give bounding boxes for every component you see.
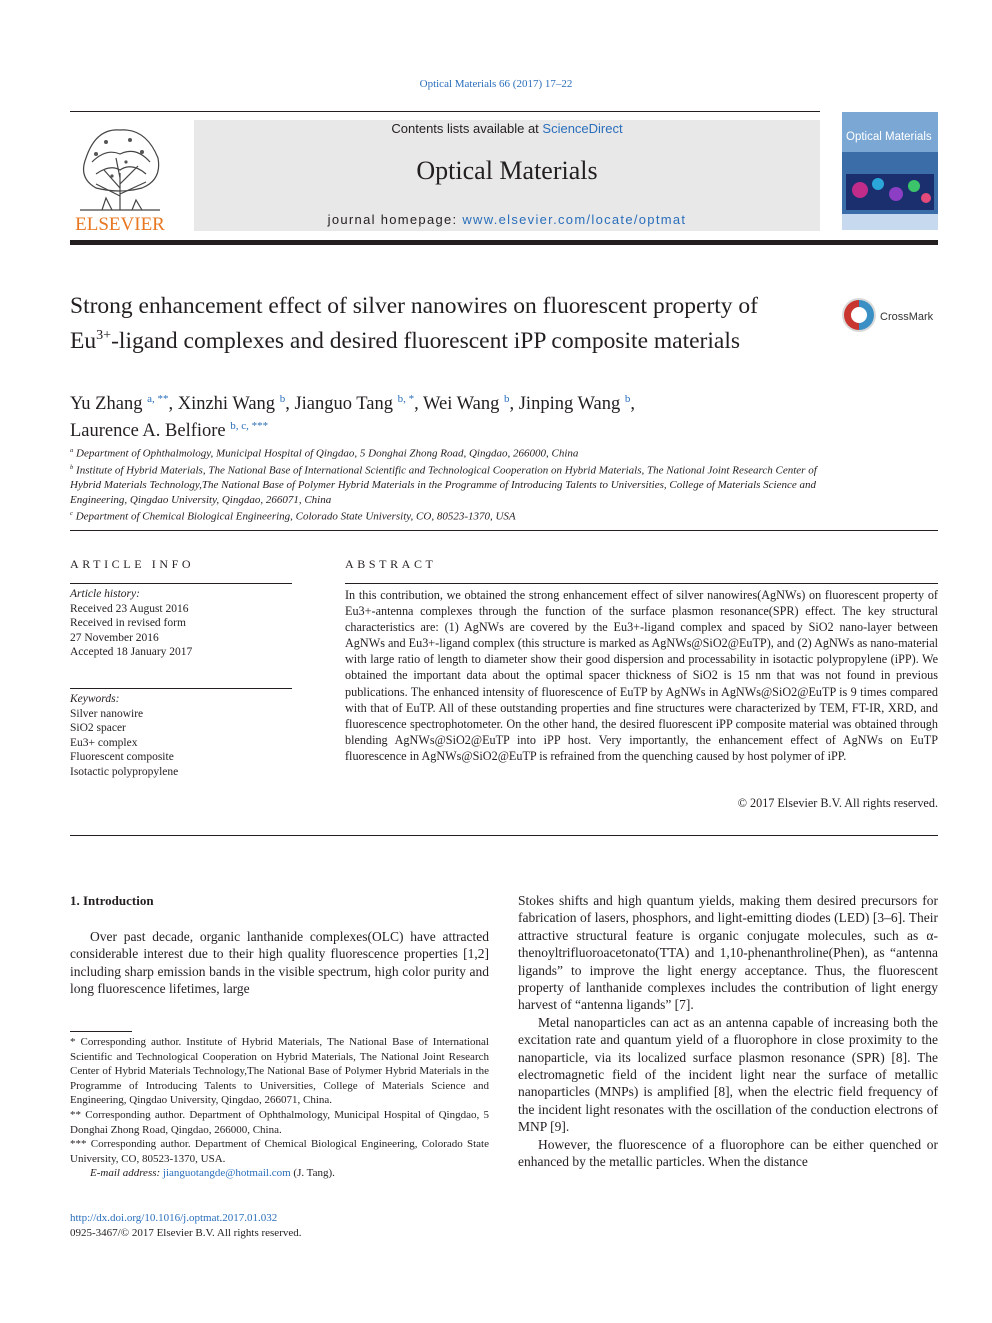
paper-title: Strong enhancement effect of silver nanowires on fluorescent property of $Eu^{3+}$-ligand complexes and desired fluorescent iPP composite materials (70, 293, 759, 354)
cover-title: Optical Materials (846, 131, 932, 143)
journal-cover-image (842, 112, 938, 230)
article-history: Article history: Received 23 August 2016 Received in revised form 27 November 2016 Accepted 18 January 2017 (70, 588, 193, 658)
author[interactable]: Jinping Wang (518, 394, 621, 415)
abstract-heading: ABSTRACT (345, 557, 437, 571)
keyword: Silver nanowire (70, 707, 144, 720)
author[interactable]: Xinzhi Wang (177, 394, 276, 415)
footnotes (70, 1035, 489, 1181)
body-right-column (518, 892, 938, 1171)
elsevier-wordmark: ELSEVIER (75, 214, 165, 235)
author-marks[interactable]: b, * (397, 393, 415, 405)
author[interactable]: Yu Zhang (70, 394, 143, 415)
issn-line: 0925-3467/© 2017 Elsevier B.V. All rights reserved. (70, 1227, 302, 1239)
keywords: Keywords: Silver nanowire SiO2 spacer Eu3+ complex Fluorescent composite Isotactic polypropylene (70, 692, 300, 779)
affiliations (70, 444, 830, 524)
section-rule (70, 835, 938, 836)
affiliation: $^b$ Institute of Hybrid Materials, The National Base of International Scientific and Technological Cooperation on Hybrid Materials, The National Joint Research Center of Hybrid Materials Technology,The National Base of Polymer Hybrid Materials in the Programme of Introducing Talents to Universities, College of Materials Science and Engineering, Qingdao University, Qingdao, 266071, China (70, 464, 817, 506)
abstract-copyright: © 2017 Elsevier B.V. All rights reserved. (737, 796, 938, 810)
footnote: * Corresponding author. Institute of Hybrid Materials, The National Base of International Scientific and Technological Cooperation on Hybrid Materials, The National Joint Research Center of Hybrid Materials Technology,The National Base of Polymer Hybrid Materials in the Programme of Introducing Talents to Universities, College of Materials Science and Engineering, Qingdao University, Qingdao, 266071, China. (70, 1036, 489, 1107)
keyword: Eu3+ complex (70, 736, 138, 749)
body-paragraph: However, the fluorescence of a fluorophore can be either quenched or enhanced by the metallic particles. When the distance (518, 1136, 938, 1170)
journal-reference[interactable]: Optical Materials 66 (2017) 17–22 (419, 78, 573, 90)
author[interactable]: Jianguo Tang (294, 394, 393, 415)
keyword: Isotactic polypropylene (70, 765, 179, 778)
header-thick-rule (70, 240, 938, 245)
crossmark-label: CrossMark (880, 311, 934, 323)
footnote: *** Corresponding author. Department of Chemical Biological Engineering, Colorado State University, CO, 80523-1370, USA. (70, 1138, 489, 1165)
section-rule (70, 530, 938, 531)
contents-line: Contents lists available at ScienceDirect (391, 121, 623, 136)
author[interactable]: Laurence A. Belfiore (70, 421, 226, 442)
doi-link[interactable]: http://dx.doi.org/10.1016/j.optmat.2017.01.032 (70, 1212, 278, 1224)
email-link[interactable]: jianguotangde@hotmail.com (162, 1167, 291, 1180)
author[interactable]: Wei Wang (423, 394, 500, 415)
article-info-heading: ARTICLE INFO (70, 557, 195, 571)
author-marks[interactable]: b, c, *** (230, 420, 269, 433)
section-heading-introduction: 1. Introduction (70, 893, 154, 908)
author-marks[interactable]: b (624, 393, 631, 405)
keyword: SiO2 spacer (70, 722, 126, 734)
body-paragraph: Stokes shifts and high quantum yields, making them desired precursors for fabrication of lasers, phosphors, and light-emitting diodes (LED) [3–6]. Their attractive structural feature is organic conjugate molecules, such as α-thenoyltrifluoroacetonato(TTA) and 1,10-phenanthroline(Phen), as “antenna ligands” to improve the light energy acceptance. Thus, the fluorescent property of lanthanide complexes includes the contribution of light energy harvest of “antenna ligands” [7]. (518, 893, 938, 1013)
journal-title: Optical Materials (416, 156, 598, 185)
keyword: Fluorescent composite (70, 751, 174, 763)
header-rule (70, 111, 820, 112)
footnote: ** Corresponding author. Department of Ophthalmology, Municipal Hospital of Qingdao, 5 Donghai Zhong Road, Qingdao, 266000, China. (70, 1108, 489, 1136)
author-marks[interactable]: b (279, 393, 286, 405)
abstract-rule (345, 583, 938, 584)
author-marks[interactable]: b (503, 393, 510, 405)
footnote-rule (70, 1031, 132, 1032)
info-rule (70, 688, 292, 689)
author-list: Yu Zhang $^{a, **}$, Xinzhi Wang $^b$, Jianguo Tang $^{b, *}$, Wei Wang $^b$, Jinping Wang $^b$, Laurence A. Belfiore $^{b, c, ***}$ (70, 393, 635, 442)
affiliation: $^a$ Department of Ophthalmology, Municipal Hospital of Qingdao, 5 Donghai Zhong Road, Qingdao, 266000, China (70, 447, 579, 460)
info-rule (70, 583, 292, 584)
body-paragraph: Metal nanoparticles can act as an antenna capable of increasing both the excitation rate and quantum yield of a fluorophore in close proximity to the nanoparticle, via its localized surface plasmon resonance (SPR) [8]. The electromagnetic field of the incident light near the surface of metallic nanoparticles (MNPs) is amplified [8], when the electric field frequency of the incident light resonates with the oscillation of the conduction electrons of MNP [9]. (518, 1014, 938, 1135)
doi-block (70, 1211, 489, 1241)
crossmark-badge[interactable] (840, 296, 940, 336)
email-footnote: E-mail address: jianguotangde@hotmail.com (J. Tang). (90, 1167, 335, 1180)
homepage-link[interactable]: www.elsevier.com/locate/optmat (462, 212, 687, 227)
body-paragraph: Over past decade, organic lanthanide complexes(OLC) have attracted considerable interest due to their high quality fluorescence properties [1,2] including sharp emission bands in the visible spectrum, high color purity and long fluorescence lifetimes, large (70, 929, 489, 997)
author-marks[interactable]: a, ** (147, 393, 169, 405)
sciencedirect-link[interactable]: ScienceDirect (542, 121, 623, 136)
journal-homepage: journal homepage: www.elsevier.com/locate/optmat (327, 212, 687, 227)
elsevier-logo (66, 118, 174, 236)
abstract-text: In this contribution, we obtained the strong enhancement effect of silver nanowires(AgNWs) on fluorescent property of Eu3+-antenna complexes through the function of the surface plasmon resonance(SPR) effect. The key structural characteristics are: (1) AgNWs are covered by the Eu3+-ligand complex and spaced by SiO2 nano-layer between AgNWs and Eu3+-ligand complex (this structure is marked as AgNWs@SiO2@EuTP), and (2) AgNWs as nano-material with large ratio of length to diameter show their good dispersion and processability in isotactic polypropylene (iPP). We obtained the important data about the optimal spacer thickness of SiO2 is 15 nm that was not found in previous publications. The enhanced intensity of fluorescence of EuTP by AgNWs in AgNWs@SiO2@EuTP is 9 times compared with that of EuTP. All of these outstanding properties and fine structures were characterized by TEM, FT-IR, XRD, and fluorescence spectrophotometer. On the other hand, the desired fluorescent iPP composite material was obtained through blending AgNWs@SiO2@EuTP into iPP host. Very importantly, the enhancement effect of AgNWs on EuTP fluorescence in AgNWs@SiO2@EuTP is refrained from the quenching caused by host polymer of iPP. (345, 588, 938, 763)
affiliation: $^c$ Department of Chemical Biological Engineering, Colorado State University, CO, 80523-1370, USA (70, 510, 516, 523)
